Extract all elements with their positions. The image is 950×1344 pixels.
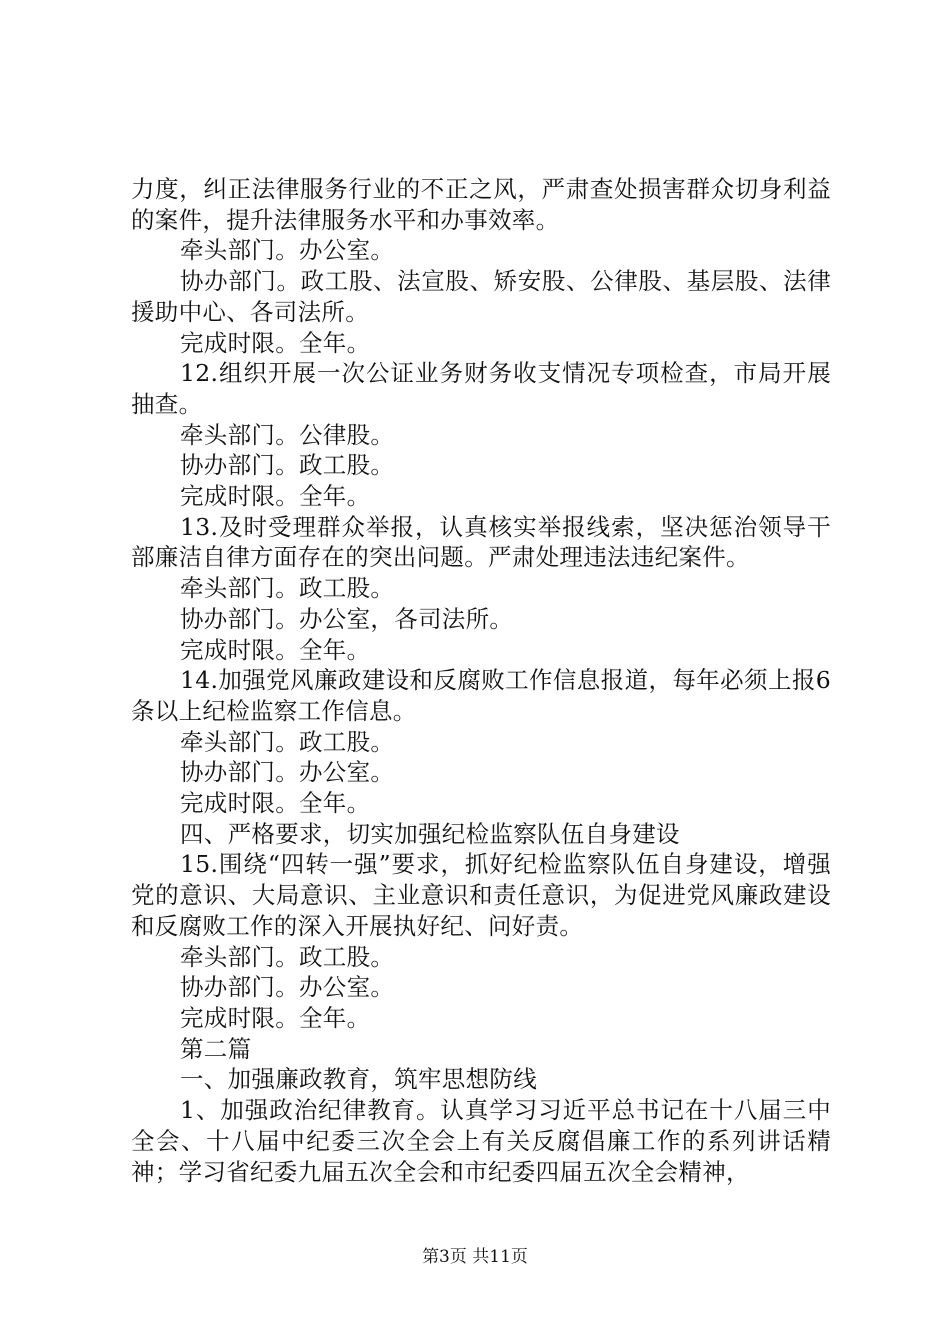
paragraph: 完成时限。全年。 bbox=[180, 635, 371, 664]
paragraph: 完成时限。全年。 bbox=[180, 1003, 371, 1032]
paragraph: 牵头部门。政工股。 bbox=[180, 727, 395, 756]
paragraph: 协办部门。办公室，各司法所。 bbox=[180, 604, 514, 633]
paragraph: 牵头部门。政工股。 bbox=[180, 942, 395, 971]
paragraph: 完成时限。全年。 bbox=[180, 328, 371, 357]
paragraph: 15.围绕“四转一强”要求，抓好纪检监察队伍自身建设，增强党的意识、大局意识、主业意识和责任意识，为促进党风廉政建设和反腐败工作的深入开展执好纪、问好责。 bbox=[131, 850, 831, 940]
chapter-heading: 第二篇 bbox=[180, 1034, 252, 1063]
paragraph: 力度，纠正法律服务行业的不正之风，严肃查处损害群众切身利益的案件，提升法律服务水平和办事效率。 bbox=[131, 175, 831, 234]
page-number: 第3页 共11页 bbox=[422, 1247, 528, 1267]
paragraph: 协办部门。办公室。 bbox=[180, 758, 395, 787]
paragraph: 12.组织开展一次公证业务财务收支情况专项检查，市局开展抽查。 bbox=[131, 359, 831, 418]
paragraph: 牵头部门。公律股。 bbox=[180, 420, 395, 449]
paragraph: 协办部门。政工股、法宣股、矫安股、公律股、基层股、法律援助中心、各司法所。 bbox=[131, 267, 831, 326]
paragraph: 14.加强党风廉政建设和反腐败工作信息报道，每年必须上报6条以上纪检监察工作信息。 bbox=[131, 666, 831, 725]
section-heading: 一、加强廉政教育，筑牢思想防线 bbox=[180, 1065, 537, 1094]
document-body bbox=[131, 174, 831, 1187]
paragraph: 完成时限。全年。 bbox=[180, 789, 371, 818]
paragraph: 协办部门。政工股。 bbox=[180, 451, 395, 480]
paragraph: 牵头部门。政工股。 bbox=[180, 574, 395, 603]
section-heading: 四、严格要求，切实加强纪检监察队伍自身建设 bbox=[180, 819, 680, 848]
paragraph: 1、加强政治纪律教育。认真学习习近平总书记在十八届三中全会、十八届中纪委三次全会上有关反腐倡廉工作的系列讲话精神；学习省纪委九届五次全会和市纪委四届五次全会精神， bbox=[131, 1096, 831, 1186]
paragraph: 完成时限。全年。 bbox=[180, 482, 371, 511]
paragraph: 协办部门。办公室。 bbox=[180, 973, 395, 1002]
paragraph: 牵头部门。办公室。 bbox=[180, 236, 395, 265]
paragraph: 13.及时受理群众举报，认真核实举报线索，坚决惩治领导干部廉洁自律方面存在的突出问题。严肃处理违法违纪案件。 bbox=[131, 512, 831, 572]
